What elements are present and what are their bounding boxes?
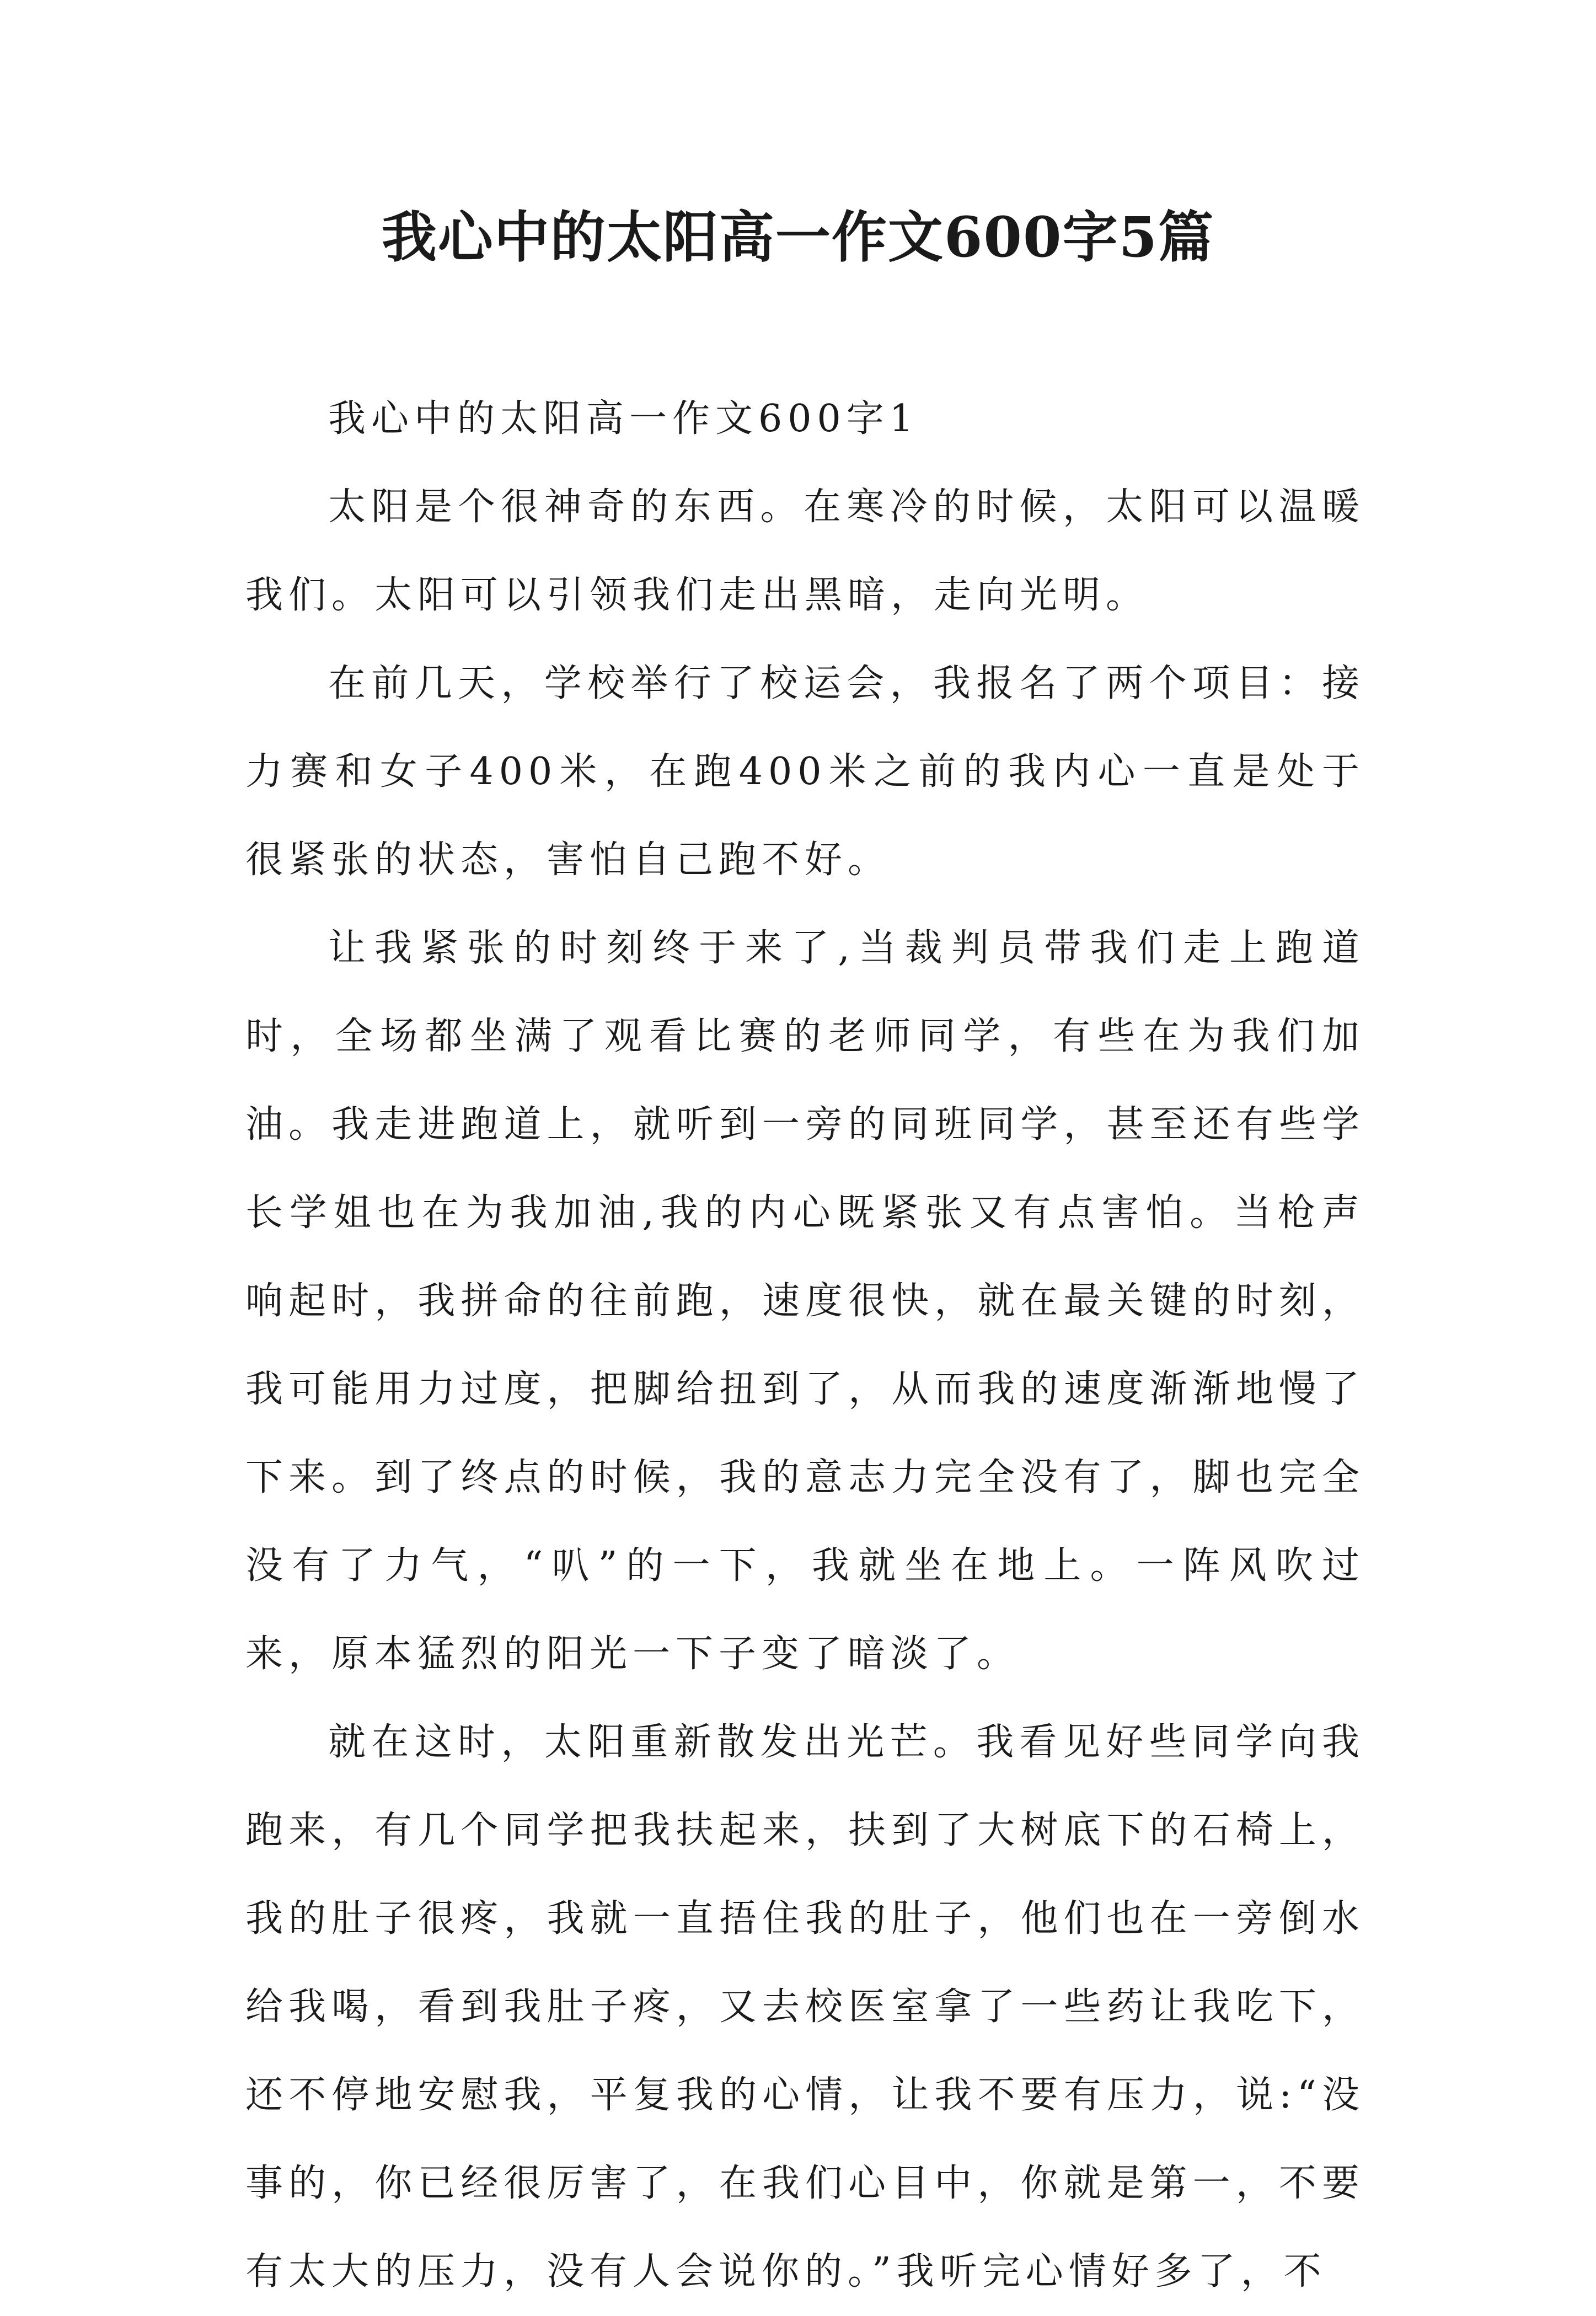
paragraph: 太阳是个很神奇的东西。在寒冷的时候，太阳可以温暖我们。太阳可以引领我们走出黑暗，走向光明。 [245,485,1365,617]
paragraph: 让我紧张的时刻终于来了,当裁判员带我们走上跑道时，全场都坐满了观看比赛的老师同学，有些在为我们加油。我走进跑道上，就听到一旁的同班同学，甚至还有些学长学姐也在为我加油,我的内心既紧张又有点害怕。当枪声响起时，我拼命的往前跑，速度很快，就在最关键的时刻，我可能用力过度，把脚给扭到了，从而我的速度渐渐地慢了下来。到了终点的时候，我的意志力完全没有了，脚也完全没有了力气，“叭”的一下，我就坐在地上。一阵风吹过来，原本猛烈的阳光一下子变了暗淡了。 [245,926,1365,1676]
section-heading: 我心中的太阳高一作文600字1 [328,397,919,441]
document-title: 我心中的太阳高一作文600字5篇 [381,205,1215,270]
paragraph: 在前几天，学校举行了校运会，我报名了两个项目：接力赛和女子400米，在跑400米之前的我内心一直是处于很紧张的状态，害怕自己跑不好。 [245,662,1365,882]
document-body [245,375,1365,2316]
paragraph: 就在这时，太阳重新散发出光芒。我看见好些同学向我跑来，有几个同学把我扶起来，扶到了大树底下的石椅上，我的肚子很疼，我就一直捂住我的肚子，他们也在一旁倒水给我喝，看到我肚子疼，又去校医室拿了一些药让我吃下，还不停地安慰我，平复我的心情，让我不要有压力，说:“没事的，你已经很厉害了，在我们心目中，你就是第一，不要有太大的压力，没有人会说你的。”我听完心情好多了，不 [245,1720,1365,2293]
